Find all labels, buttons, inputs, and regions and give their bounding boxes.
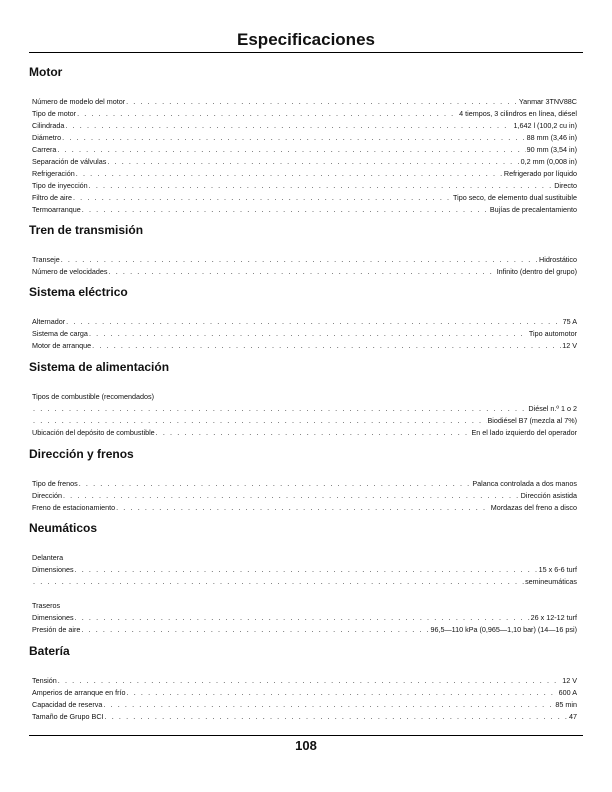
spec-row — [29, 316, 577, 328]
section-title: Neumáticos — [29, 521, 98, 535]
dot-leader — [33, 403, 527, 415]
spec-row — [29, 687, 577, 699]
spec-label: Tipo de motor — [32, 109, 77, 118]
spec-value: Bujías de precalentamiento — [489, 205, 577, 214]
spec-row — [29, 415, 577, 427]
subheading: Tipos de combustible (recomendados) — [32, 392, 154, 401]
dot-leader — [116, 502, 490, 514]
spec-row — [29, 699, 577, 711]
spec-row — [29, 180, 577, 192]
dot-leader — [107, 156, 519, 168]
dot-leader — [126, 96, 518, 108]
spec-value: 75 A — [562, 317, 577, 326]
dot-leader — [57, 144, 525, 156]
spec-row — [29, 144, 577, 156]
spec-row — [29, 266, 577, 278]
spacer — [29, 588, 577, 600]
spec-list — [29, 612, 577, 636]
spec-row — [29, 624, 577, 636]
spec-label: Transeje — [32, 255, 60, 264]
spec-label: Freno de estacionamiento — [32, 503, 116, 512]
dot-leader — [63, 490, 520, 502]
spec-row — [29, 254, 577, 266]
spec-row — [29, 564, 577, 576]
spec-value: 85 min — [555, 700, 577, 709]
spec-label: Sistema de carga — [32, 329, 88, 338]
section-alimentacion — [29, 360, 577, 439]
spec-value: Palanca controlada a dos manos — [472, 479, 577, 488]
spec-row — [29, 427, 577, 439]
dot-leader — [127, 687, 558, 699]
spec-value: 47 — [569, 712, 577, 721]
spec-row — [29, 612, 577, 624]
spec-row — [29, 120, 577, 132]
spec-row — [29, 340, 577, 352]
spec-label: Refrigeración — [32, 169, 75, 178]
section-electrico — [29, 285, 577, 352]
spec-label: Ubicación del depósito de combustible — [32, 428, 155, 437]
spec-row — [29, 328, 577, 340]
dot-leader — [33, 576, 524, 588]
section-title: Batería — [29, 644, 70, 658]
page-title: Especificaciones — [237, 30, 375, 49]
dot-leader — [103, 699, 554, 711]
spec-label: Número de velocidades — [32, 267, 108, 276]
spec-value: En el lado izquierdo del operador — [471, 428, 577, 437]
spec-value: Mordazas del freno a disco — [490, 503, 577, 512]
spec-label: Presión de aire — [32, 625, 81, 634]
spec-list — [29, 254, 577, 278]
spec-label: Diámetro — [32, 133, 62, 142]
dot-leader — [76, 168, 503, 180]
spec-label: Amperios de arranque en frío — [32, 688, 126, 697]
spec-value: 0,2 mm (0,008 in) — [520, 157, 577, 166]
dot-leader — [79, 478, 472, 490]
spec-value: Tipo seco, de elemento dual sustituible — [453, 193, 577, 202]
spec-row — [29, 156, 577, 168]
section-direccion — [29, 447, 577, 514]
spec-label: Dirección — [32, 491, 62, 500]
dot-leader — [62, 132, 525, 144]
spec-row — [29, 490, 577, 502]
spec-row — [29, 96, 577, 108]
spec-value: 1,642 l (100,2 cu in) — [513, 121, 577, 130]
spec-value: 12 V — [562, 676, 577, 685]
spec-label: Dimensiones — [32, 565, 74, 574]
spec-row — [29, 478, 577, 490]
spec-row — [29, 204, 577, 216]
dot-leader — [65, 120, 512, 132]
spec-label: Carrera — [32, 145, 57, 154]
spec-value: 96,5—110 kPa (0,965—1,10 bar) (14—16 psi) — [430, 625, 577, 634]
page-number: 108 — [295, 738, 317, 753]
spec-value: 12 V — [562, 341, 577, 350]
spec-label: Separación de válvulas — [32, 157, 107, 166]
spec-value: 4 tiempos, 3 cilindros en línea, diésel — [459, 109, 577, 118]
spec-label: Alternador — [32, 317, 66, 326]
dot-leader — [82, 204, 489, 216]
dot-leader — [75, 612, 530, 624]
dot-leader — [75, 564, 538, 576]
section-transmision — [29, 223, 577, 278]
spec-label: Tipo de inyección — [32, 181, 88, 190]
spec-list — [29, 316, 577, 352]
spec-label: Cilindrada — [32, 121, 65, 130]
spec-value: 15 x 6-6 turf — [538, 565, 577, 574]
spec-label: Tipo de frenos — [32, 479, 78, 488]
spec-value: 600 A — [558, 688, 577, 697]
section-title: Dirección y frenos — [29, 447, 134, 461]
dot-leader — [77, 108, 458, 120]
spec-row — [29, 675, 577, 687]
spec-list — [29, 675, 577, 723]
spec-list — [29, 478, 577, 514]
spec-value: 26 x 12-12 turf — [530, 613, 577, 622]
spec-value: Tipo automotor — [528, 329, 577, 338]
dot-leader — [66, 316, 561, 328]
dot-leader — [156, 427, 471, 439]
spec-label: Número de modelo del motor — [32, 97, 126, 106]
spec-value: Yanmar 3TNV88C — [518, 97, 577, 106]
spec-label: Filtro de aire — [32, 193, 72, 202]
spec-row — [29, 132, 577, 144]
dot-leader — [73, 192, 452, 204]
dot-leader — [89, 180, 554, 192]
section-title: Motor — [29, 65, 63, 79]
spec-label: Termoarranque — [32, 205, 81, 214]
dot-leader — [89, 328, 528, 340]
spec-row — [29, 576, 577, 588]
section-title: Sistema de alimentación — [29, 360, 170, 374]
dot-leader — [81, 624, 429, 636]
section-title: Tren de transmisión — [29, 223, 144, 237]
dot-leader — [109, 266, 496, 278]
bottom-rule — [29, 735, 583, 736]
spec-row — [29, 168, 577, 180]
dot-leader — [58, 675, 561, 687]
dot-leader — [61, 254, 538, 266]
spec-value: Hidrostático — [539, 255, 577, 264]
spec-label: Motor de arranque — [32, 341, 92, 350]
spec-row — [29, 403, 577, 415]
top-rule — [29, 52, 583, 53]
spec-value: 90 mm (3,54 in) — [526, 145, 577, 154]
spec-value: 88 mm (3,46 in) — [526, 133, 577, 142]
spec-value: Biodiésel B7 (mezcla al 7%) — [487, 416, 577, 425]
spec-row — [29, 711, 577, 723]
spec-value: Directo — [554, 181, 577, 190]
subheading: Delantera — [32, 553, 64, 562]
subheading: Traseros — [32, 601, 61, 610]
spec-row — [29, 192, 577, 204]
spec-label: Tensión — [32, 676, 57, 685]
spec-label: Capacidad de reserva — [32, 700, 103, 709]
spec-value: Diésel n.º 1 o 2 — [528, 404, 577, 413]
spec-value: semineumáticas — [525, 577, 577, 586]
spec-row — [29, 108, 577, 120]
spec-list — [29, 564, 577, 588]
spec-value: Dirección asistida — [520, 491, 577, 500]
spec-value: Infinito (dentro del grupo) — [496, 267, 577, 276]
spec-value: Refrigerado por líquido — [503, 169, 577, 178]
dot-leader — [33, 415, 487, 427]
spec-label: Dimensiones — [32, 613, 74, 622]
section-bateria — [29, 644, 577, 723]
spec-list — [29, 403, 577, 439]
section-title: Sistema eléctrico — [29, 285, 128, 299]
spec-row — [29, 502, 577, 514]
dot-leader — [92, 340, 561, 352]
spec-list — [29, 96, 577, 216]
spec-label: Tamaño de Grupo BCI — [32, 712, 104, 721]
section-motor — [29, 65, 577, 216]
section-neumaticos — [29, 521, 577, 636]
dot-leader — [105, 711, 568, 723]
